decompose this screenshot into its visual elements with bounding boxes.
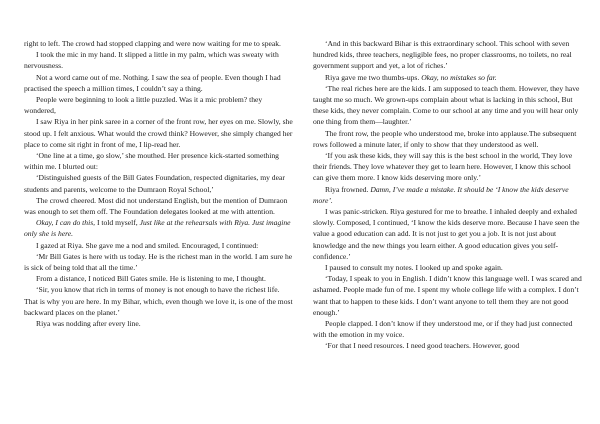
paragraph-text: I told myself, (95, 218, 140, 228)
paragraph: I gazed at Riya. She gave me a nod and smiled. Encouraged, I continued: (36, 240, 259, 250)
paragraph: People clapped. I don’t know if they understood me, or if they had just connected with the emotion in my voice. (313, 319, 573, 340)
paragraph: The crowd cheered. Most did not understand English, but the mention of Dumraon was enough to set them off. The Foundation delegates looked at me with attention. (24, 195, 288, 217)
paragraph: ‘Today, I speak to you in English. I didn’t know this language well. I was scared and ashamed. People made fun of me. I spent my whole college life with a complex. I don’t want that to happen to these kids. I don’t want anyone to tell them they are not good enough.’ (313, 274, 582, 317)
right-page (313, 38, 583, 352)
paragraph: I was panic-stricken. Riya gestured for me to breathe. I inhaled deeply and exhaled slowly. Composed, I continued, ‘I know the kids deserve more. Because I have seen the value a good education can add. It is not just to get you a job. It is not just about knowledge and the new things you learn either. A good education gives you self-confidence.’ (313, 207, 580, 261)
paragraph (313, 72, 583, 83)
paragraph: right to left. The crowd had stopped clapping and were now waiting for me to speak. (24, 39, 281, 48)
paragraph: Not a word came out of me. Nothing. I saw the sea of people. Even though I had practised the speech a million times, I couldn’t say a thing. (24, 72, 281, 93)
italic-thought: Okay, I can do this, (36, 218, 96, 228)
paragraph: I took the mic in my hand. It slipped a little in my palm, which was sweaty with nervousness. (24, 50, 279, 71)
paragraph: From a distance, I noticed Bill Gates smile. He is listening to me, I thought. (36, 274, 266, 284)
paragraph: ‘The real riches here are the kids. I am supposed to teach them. However, they have taught me so much. We grown-ups complain about what is lacking in this school, But these kids, they never complain. Come to our school at any time and you will hear only one thing from them—laughter.’ (313, 83, 580, 127)
paragraph: ‘Distinguished guests of the Bill Gates Foundation, respected dignitaries, my dear students and parents, welcome to the Dumraon Royal School,’ (24, 173, 285, 194)
italic-thought: Okay, no mistakes so far. (421, 72, 497, 82)
paragraph: ‘Sir, you know that rich in terms of money is not enough to have the richest life. That is why you are here. In my Bihar, which, even though we love it, is one of the most backward places on the planet.’ (24, 285, 293, 317)
italic-thought: Just like at the rehearsals with Riya. Just imagine only she is here. (24, 218, 291, 239)
paragraph: The front row, the people who understood me, broke into applause.The subsequent rows followed a minute later, if only to show that they understood as well. (313, 128, 577, 149)
paragraph-text: Riya frowned. (325, 184, 371, 194)
paragraph (313, 184, 583, 206)
paragraph: Riya was nodding after every line. (36, 319, 141, 329)
italic-thought: Damn, I’ve made a mistake. It should be ‘I know the kids deserve more’. (313, 184, 569, 205)
paragraph: I saw Riya in her pink saree in a corner of the front row, her eyes on me. Slowly, she stood up. I felt anxious. What would the crowd think? However, she simply changed her place to come sit right in front of me, I lip-read her. (24, 117, 293, 149)
paragraph: I paused to consult my notes. I looked up and spoke again. (325, 263, 503, 273)
paragraph: ‘If you ask these kids, they will say this is the best school in the world, They love their friends. They love whatever they get to learn here. However, I know this school can give them more. I know kids deserving more only.’ (313, 151, 573, 183)
paragraph: ‘Mr Bill Gates is here with us today. He is the richest man in the world. I am sure he is sick of being told that all the time.’ (24, 251, 293, 273)
paragraph: People were beginning to look a little puzzled. Was it a mic problem? they wondered, (24, 95, 263, 116)
paragraph (24, 217, 294, 239)
paragraph: ‘For that I need resources. I need good teachers. However, good (325, 341, 520, 351)
paragraph-text: Riya gave me two thumbs-ups. (325, 72, 422, 82)
paragraph: ‘And in this backward Bihar is this extraordinary school. This school with seven hundred kids, three teachers, negligible fees, no proper classrooms, no toilets, no real government support and yet, a lot of riches.’ (313, 39, 572, 71)
paragraph: ‘One line at a time, go slow,’ she mouthed. Her presence kick-started something within me. I blurted out: (24, 151, 279, 172)
left-page (24, 38, 294, 329)
